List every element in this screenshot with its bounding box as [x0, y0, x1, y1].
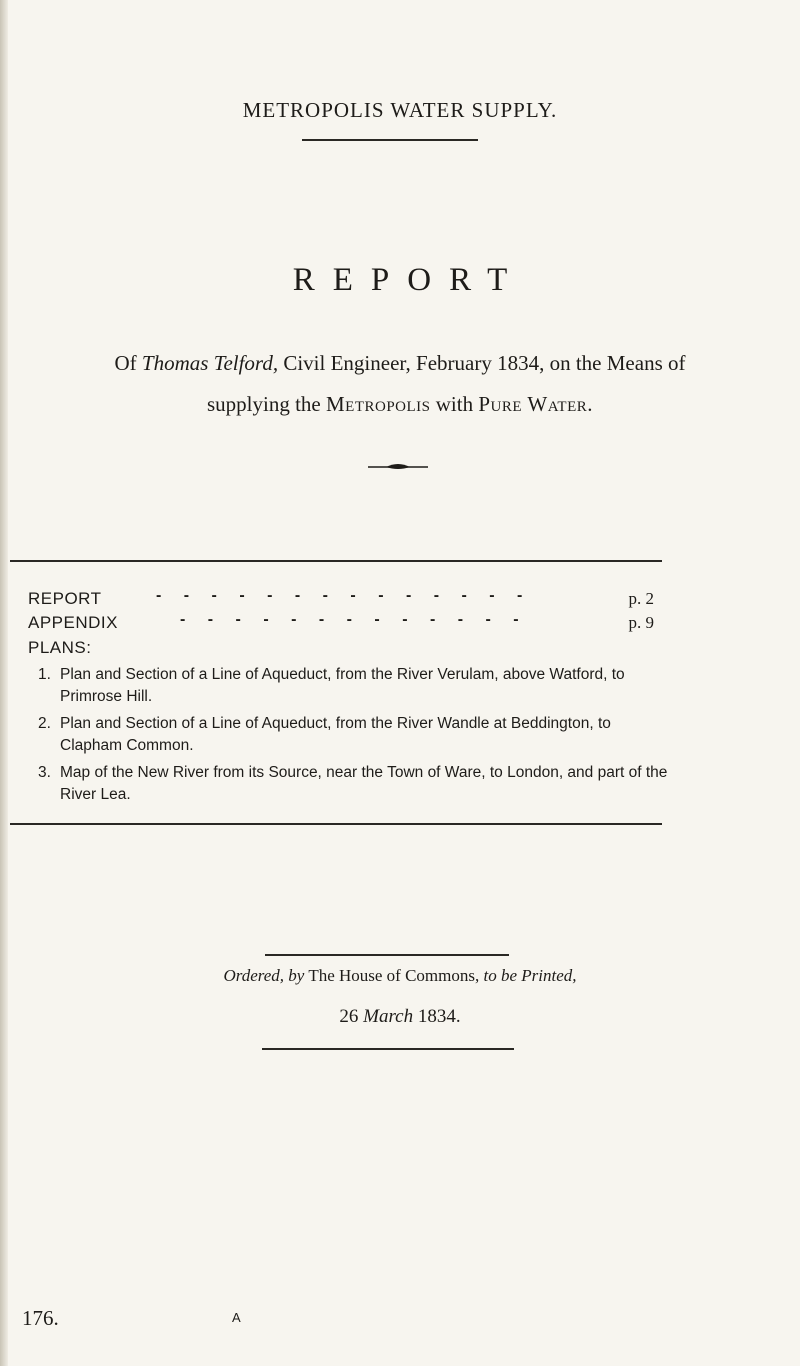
toc-row-appendix — [28, 613, 654, 637]
plan-text: Plan and Section of a Line of Aqueduct, from the River Wandle at Beddington, to Clapham Common. — [60, 715, 611, 754]
subtitle-metropolis: Metropolis — [326, 392, 431, 416]
printing-order — [0, 966, 800, 986]
running-head: METROPOLIS WATER SUPPLY. — [242, 98, 558, 122]
author-name: Thomas Telford, — [141, 351, 279, 375]
plans-heading: PLANS: — [28, 638, 92, 657]
toc-row-report — [28, 589, 654, 613]
contents-top-rule — [10, 560, 662, 562]
toc-leader: - - - - - - - - - - - - - - — [156, 587, 532, 604]
plan-number: 3. — [38, 764, 51, 781]
plan-text: Map of the New River from its Source, near the Town of Ware, to London, and part of the River Lea. — [60, 764, 668, 803]
date-month: March — [363, 1006, 414, 1027]
signature-letter: A — [232, 1310, 241, 1325]
order-top-rule — [265, 954, 509, 956]
order-date — [0, 1006, 800, 1028]
subtitle-with: with — [435, 392, 474, 416]
subtitle-supplying: supplying the — [207, 392, 321, 416]
toc-label: REPORT — [28, 589, 102, 608]
report-title: REPORT — [292, 262, 526, 298]
head-rule — [302, 139, 478, 141]
contents-bottom-rule — [10, 823, 662, 825]
subtitle-line-1 — [0, 343, 800, 383]
order-house: The House of Commons, — [308, 966, 480, 985]
order-to-be-printed: to be Printed, — [483, 966, 577, 985]
page-edge-shadow — [0, 0, 8, 1366]
subtitle-rest: Civil Engineer, February 1834, on the Means of — [283, 351, 686, 375]
toc-leader: - - - - - - - - - - - - - — [180, 611, 528, 628]
subtitle-line-2 — [0, 384, 800, 424]
ornament-icon — [368, 460, 428, 474]
subtitle-of: Of — [114, 351, 137, 375]
sessional-number: 176. — [22, 1306, 59, 1330]
toc-page-number: p. 2 — [628, 589, 654, 608]
toc-page-number: p. 9 — [628, 613, 654, 632]
plan-number: 2. — [38, 715, 51, 732]
subtitle-pure-water: Pure Water. — [478, 392, 593, 416]
order-bottom-rule — [262, 1048, 514, 1050]
date-day: 26 — [339, 1006, 359, 1027]
toc-label: APPENDIX — [28, 613, 118, 632]
date-year: 1834. — [417, 1006, 461, 1027]
order-ordered-by: Ordered, by — [223, 966, 305, 985]
plan-text: Plan and Section of a Line of Aqueduct, from the River Verulam, above Watford, to Primrose Hill. — [60, 666, 625, 705]
plan-number: 1. — [38, 666, 51, 683]
